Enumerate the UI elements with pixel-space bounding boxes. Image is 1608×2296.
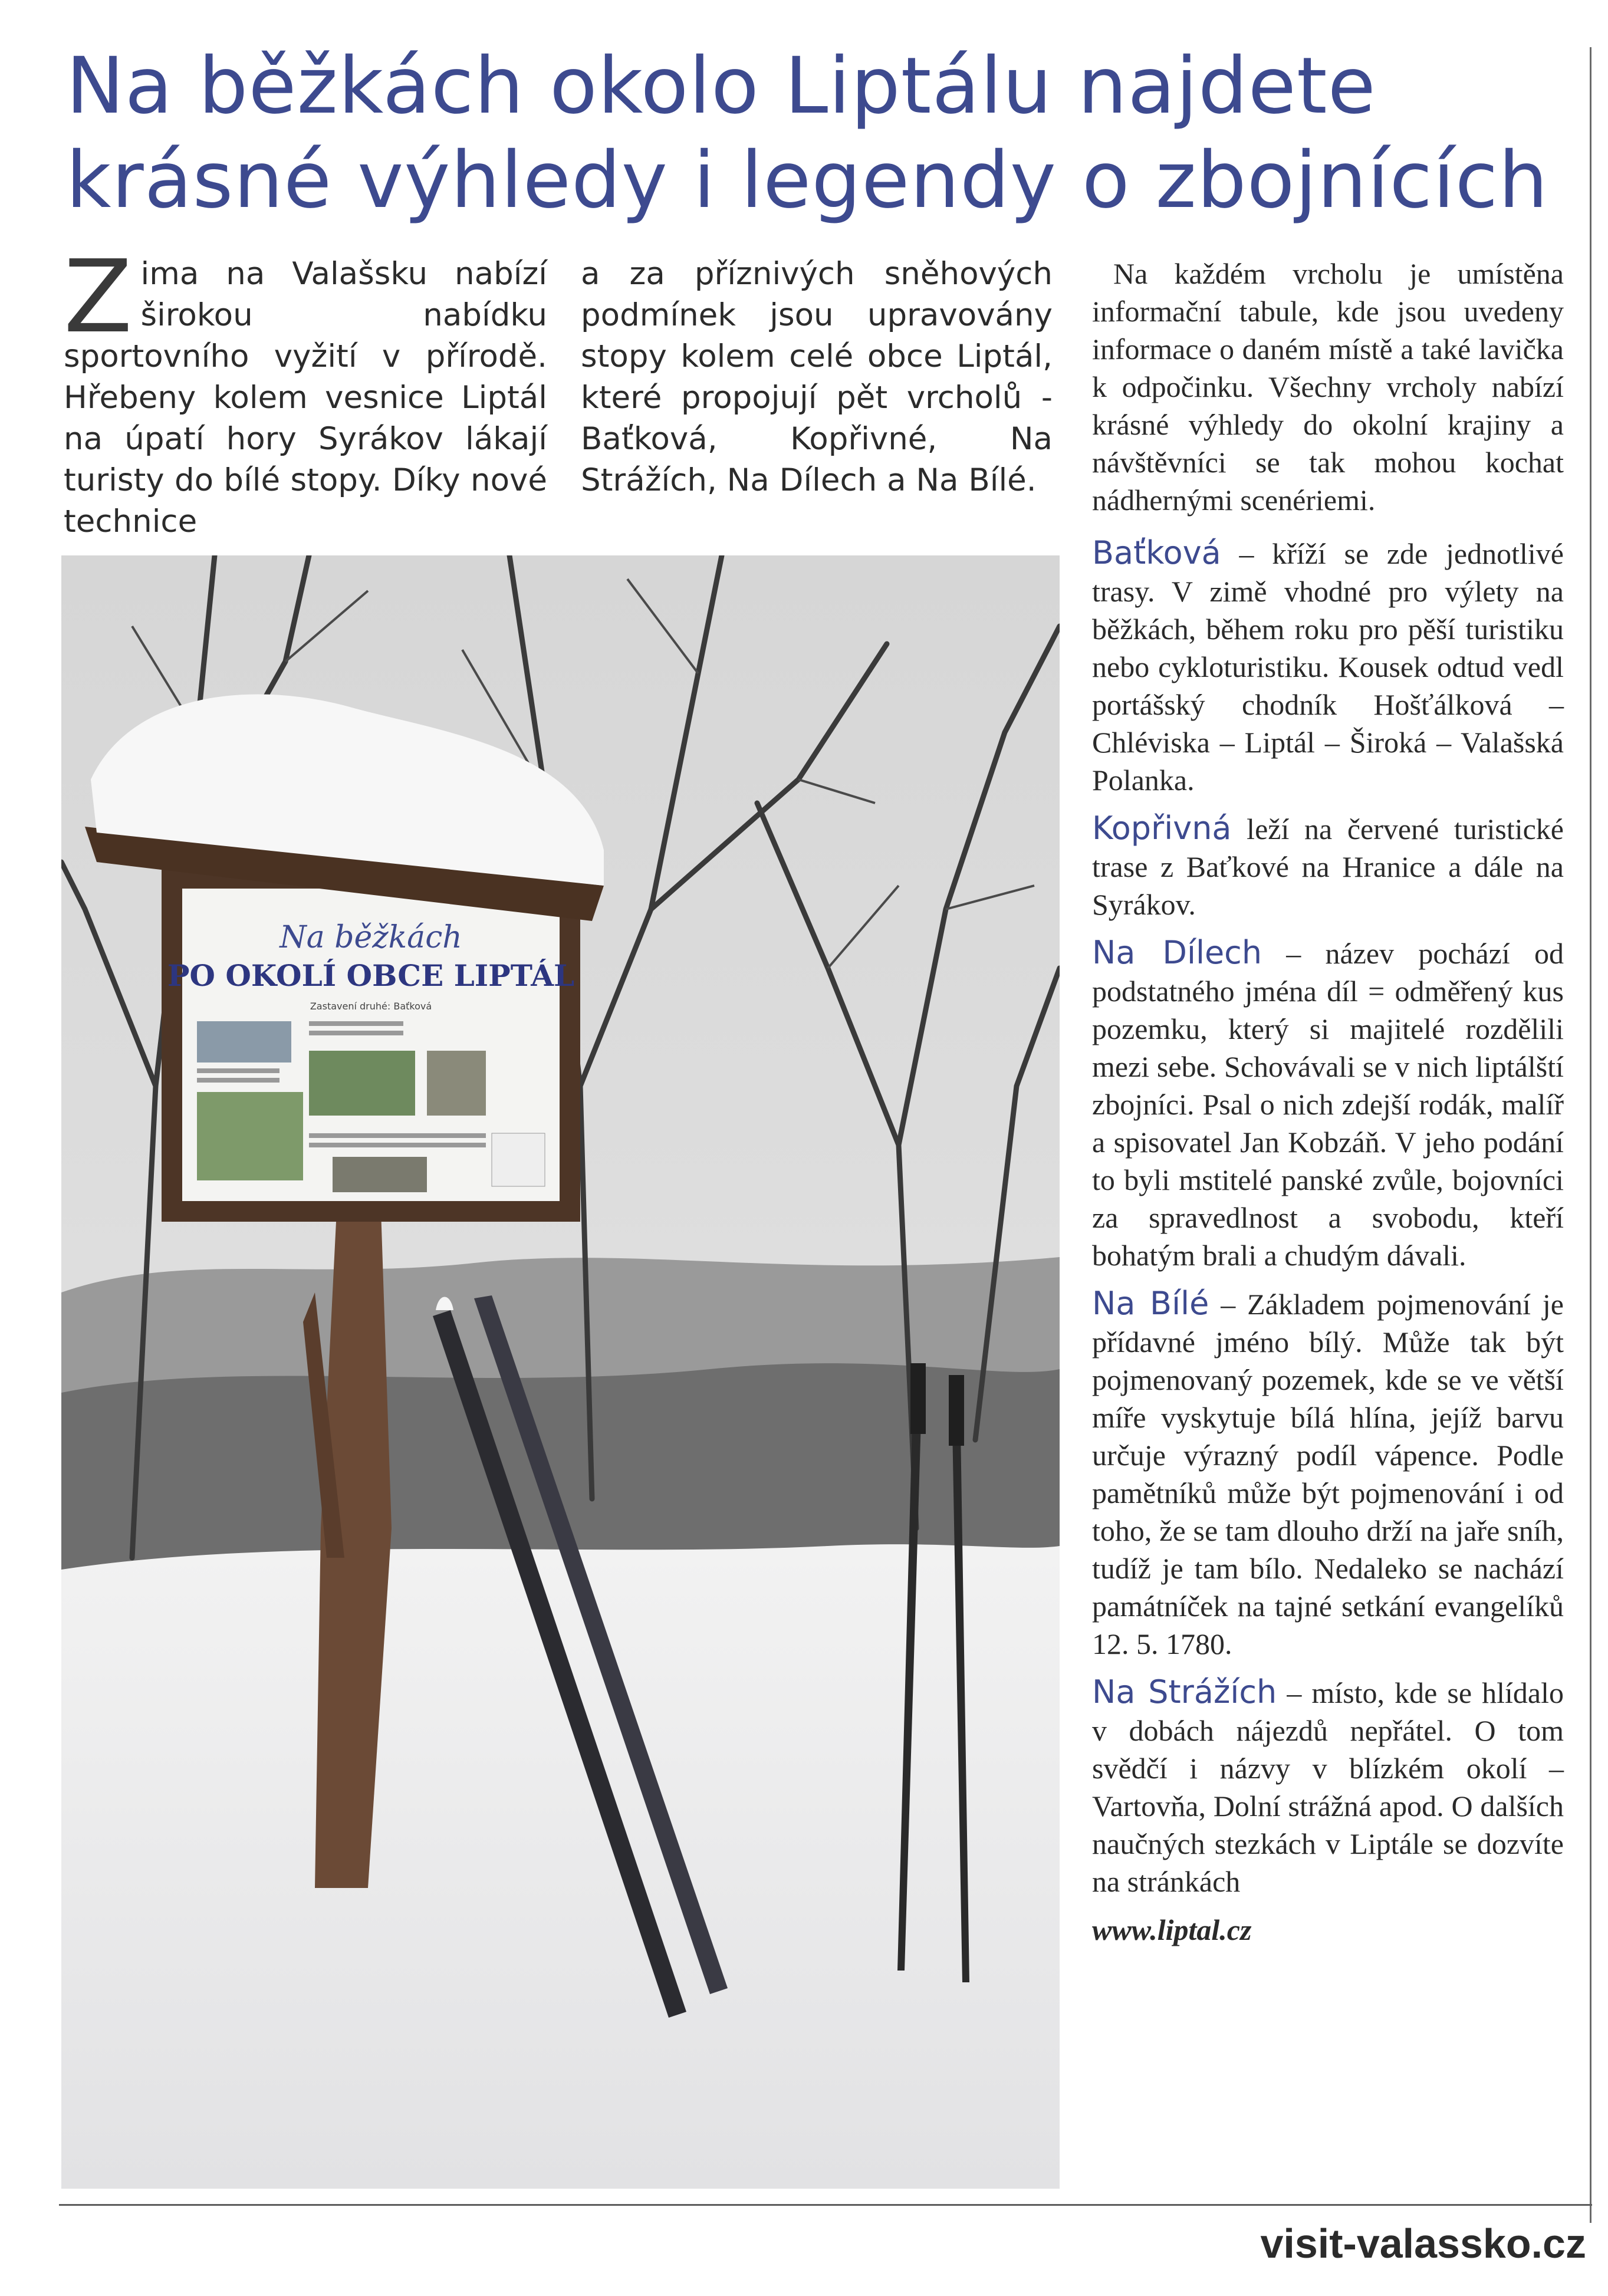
- sign-title: PO OKOLÍ OBCE LIPTÁL: [167, 958, 575, 993]
- article-photo: [61, 555, 1060, 2189]
- drop-cap: Z: [64, 239, 133, 356]
- peak-text: – místo, kde se hlídalo v dobách nájezdů nepřátel. O tom svědčí i názvy v blízkém okolí – Vartovňa, Dolní strážná apod. O dalších naučných stezkách v Liptále se dozvíte na stránkách: [1092, 1676, 1564, 1898]
- peak-entry: [1092, 810, 1564, 923]
- headline-line-2: krásné výhledy i legendy o zbojnících: [66, 135, 1548, 226]
- peak-name: Na Bílé: [1092, 1285, 1209, 1322]
- peak-entry: [1092, 1285, 1564, 1663]
- peak-name: Na Dílech: [1092, 934, 1262, 971]
- peak-entry: [1092, 534, 1564, 799]
- peak-entry: [1092, 1673, 1564, 1900]
- intro-text-1: ima na Valašsku nabízí širokou nabídku sportovního vyžití v přírodě. Hřebeny kolem vesnice Liptál na úpatí hory Syrákov lákají turisty do bílé stopy. Díky nové technice: [64, 256, 547, 540]
- peak-name: Na Strážích: [1092, 1673, 1277, 1711]
- peak-text: – kříží se zde jednotlivé trasy. V zimě vhodné pro výlety na běžkách, během roku pro pěší turistiku nebo cykloturistiku. Kousek odtud vedl portášský chodník Hošťálková – Chléviska – Liptál – Široká – Valašská Polanka.: [1092, 537, 1564, 797]
- peak-entry: [1092, 934, 1564, 1274]
- peak-name: Kopřivná: [1092, 810, 1232, 847]
- right-intro: Na každém vrcholu je umístěna informační tabule, kde jsou uvedeny informace o daném místě a také lavička k odpočinku. Všechny vrcholy nabízí krásné výhledy do okolní krajiny a návštěvníci se tak mohou kochat nádhernými scenériemi.: [1092, 257, 1564, 517]
- headline-line-1: Na běžkách okolo Liptálu najdete: [66, 41, 1376, 131]
- right-column: [1092, 255, 1564, 1959]
- article-headline: [66, 39, 1576, 228]
- peak-text: – název pochází od podstatného jména díl = odměřený kus pozemku, který si majitelé rozdělili mezi sebe. Schovávali se v nich liptálští zbojníci. Psal o nich zdejší rodák, malíř a spisovatel Jan Kobzáň. V jeho podání to byli mstitelé panské zvůle, bojovníci za spravedlnost a svobodu, kteří bohatým brali a chudým dávali.: [1092, 937, 1564, 1272]
- peak-text: – Základem pojmenování je přídavné jméno bílý. Může tak být pojmenovaný pozemek, kde se ve větší míře vyskytuje bílá hlína, jejíž barvu určuje výrazný podíl vápence. Podle pamětníků může být pojmenování i od toho, že se tam dlouho drží na jaře sníh, tudíž je tam bílo. Nedaleko se nachází památníček na tajné setkání evangelíků 12. 5. 1780.: [1092, 1288, 1564, 1660]
- sign-title-script: Na běžkách: [279, 920, 462, 955]
- sign-subtitle: Zastavení druhé: Baťková: [310, 1001, 432, 1012]
- intro-column-2: a za příznivých sněhových podmínek jsou upravovány stopy kolem celé obce Liptál, které propojují pět vrcholů - Baťková, Kopřivné, Na Strážích, Na Dílech a Na Bílé.: [581, 256, 1053, 498]
- peak-text: leží na červené turistické trase z Baťkové na Hranice a dále na Syrákov.: [1092, 813, 1564, 921]
- right-column-rule: [1590, 47, 1591, 2223]
- footer-rule: [59, 2204, 1592, 2206]
- website-link[interactable]: www.liptal.cz: [1092, 1913, 1252, 1946]
- footer-site[interactable]: visit-valassko.cz: [1260, 2221, 1586, 2267]
- peak-name: Baťková: [1092, 534, 1221, 571]
- intro-column-1: [64, 239, 547, 542]
